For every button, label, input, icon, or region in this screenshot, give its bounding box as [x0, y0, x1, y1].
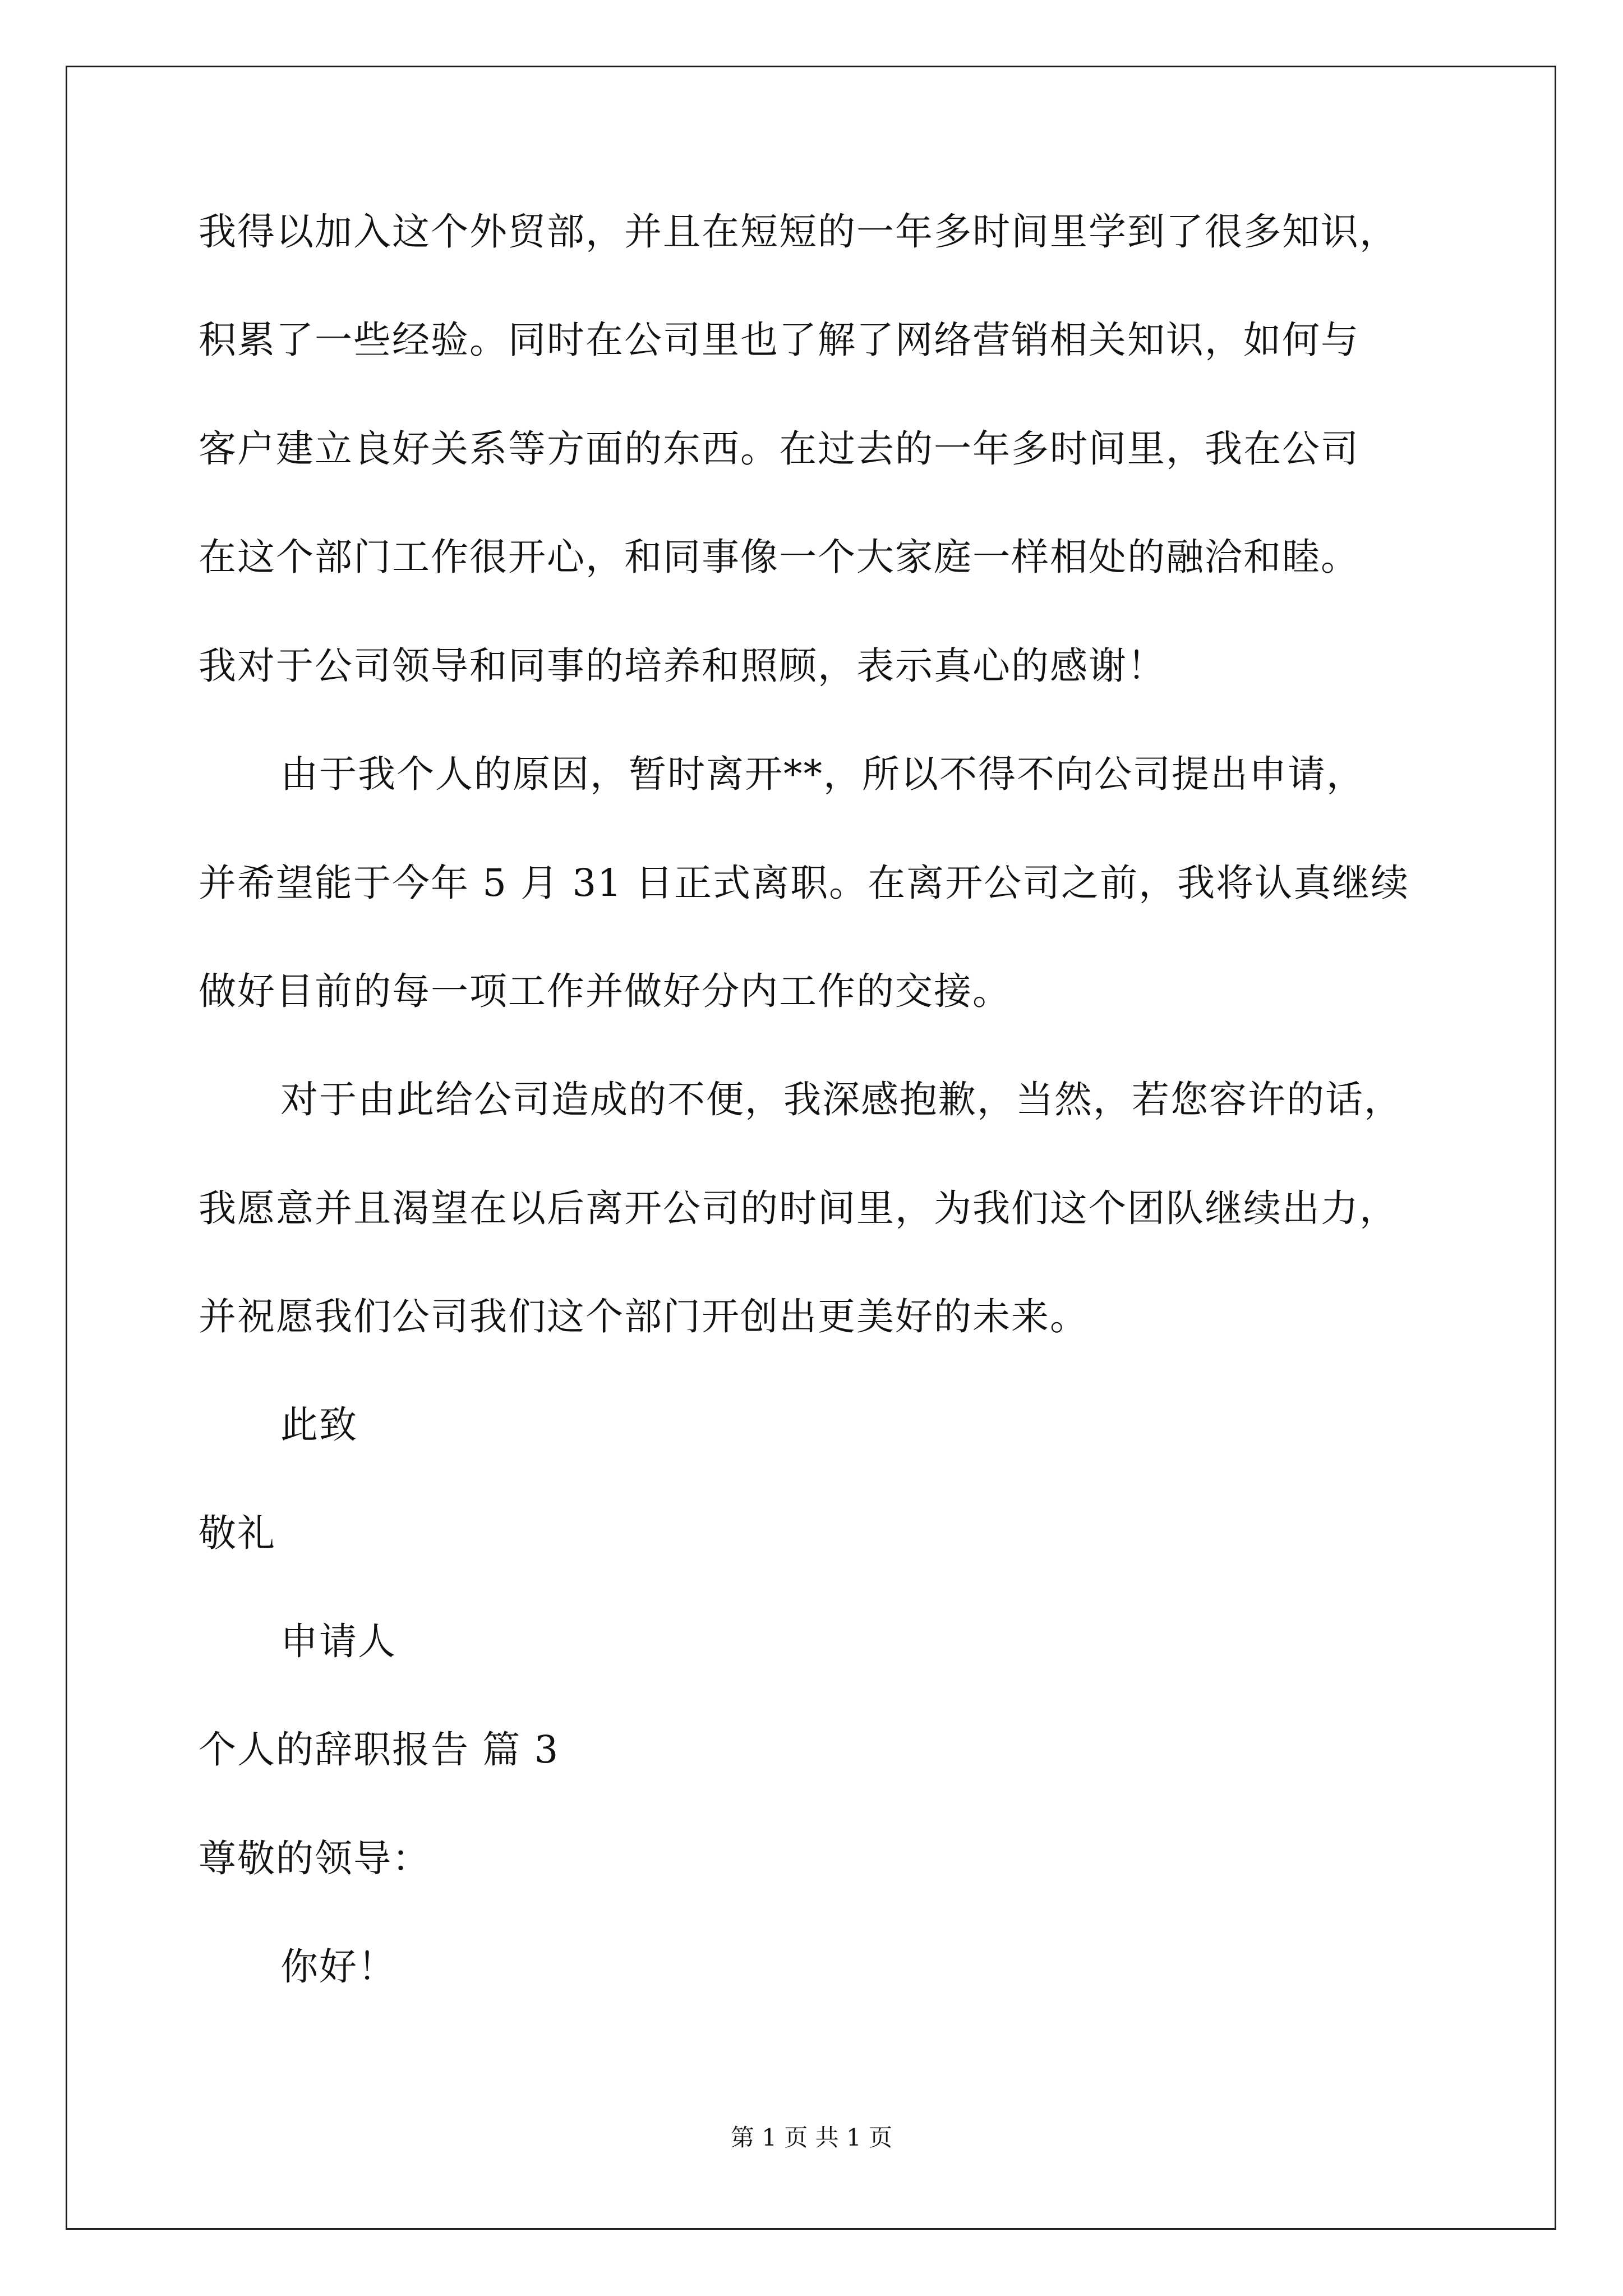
body-line-10: 我愿意并且渴望在以后离开公司的时间里，为我们这个团队继续出力， [199, 1186, 1398, 1230]
section-heading: 个人的辞职报告 篇 3 [199, 1728, 560, 1772]
body-line-7: 并希望能于今年 5 月 31 日正式离职。在离开公司之前，我将认真继续 [199, 861, 1410, 905]
body-line-1: 我得以加入这个外贸部，并且在短短的一年多时间里学到了很多知识， [199, 210, 1398, 254]
body-line-9: 对于由此给公司造成的不便，我深感抱歉，当然，若您容许的话， [280, 1078, 1403, 1121]
body-line-4: 在这个部门工作很开心，和同事像一个大家庭一样相处的融洽和睦。 [199, 535, 1359, 579]
closing-salutation: 此致 [280, 1403, 358, 1447]
applicant-label: 申请人 [280, 1619, 396, 1663]
page-footer: 第 1 页 共 1 页 [730, 2124, 893, 2151]
greeting-line: 尊敬的领导： [199, 1837, 431, 1880]
body-line-3: 客户建立良好关系等方面的东西。在过去的一年多时间里，我在公司 [199, 427, 1359, 471]
page-border [66, 66, 1556, 2230]
body-line-2: 积累了一些经验。同时在公司里也了解了网络营销相关知识，如何与 [199, 318, 1359, 362]
body-line-5: 我对于公司领导和同事的培养和照顾，表示真心的感谢！ [199, 644, 1166, 688]
greeting-hello: 你好！ [280, 1945, 396, 1989]
body-line-11: 并祝愿我们公司我们这个部门开创出更美好的未来。 [199, 1295, 1089, 1338]
closing-regards: 敬礼 [199, 1511, 276, 1555]
body-line-6: 由于我个人的原因，暂时离开**，所以不得不向公司提出申请， [280, 752, 1365, 796]
body-line-8: 做好目前的每一项工作并做好分内工作的交接。 [199, 969, 1011, 1013]
